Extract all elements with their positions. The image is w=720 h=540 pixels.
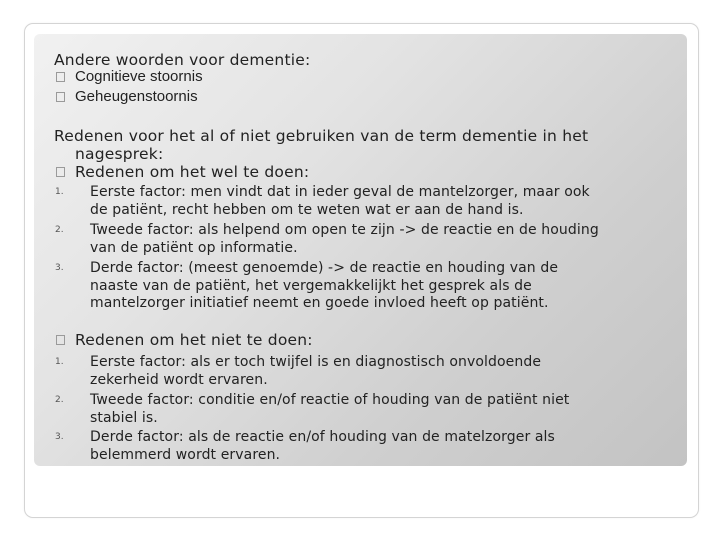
list-number: 3. <box>55 263 64 273</box>
list-item-line: Tweede factor: conditie en/of reactie of houding van de patiënt niet <box>90 392 570 408</box>
list-item-line: stabiel is. <box>90 410 158 426</box>
list-item-line: Tweede factor: als helpend om open te zijn -> de reactie en de houding <box>90 222 599 238</box>
list-item-line: zekerheid wordt ervaren. <box>90 372 268 388</box>
reasons-heading-line2: nagesprek: <box>75 145 164 163</box>
list-number: 3. <box>55 432 64 442</box>
bullet-box-icon <box>56 167 65 177</box>
bullet-box-icon <box>56 72 65 82</box>
list-item-line: van de patiënt op informatie. <box>90 240 298 256</box>
synonym-item: Cognitieve stoornis <box>75 68 203 85</box>
list-item-line: Derde factor: (meest genoemde) -> de reactie en houding van de <box>90 260 559 276</box>
synonym-item: Geheugenstoornis <box>75 88 198 105</box>
pro-reasons-title: Redenen om het wel te doen: <box>75 163 310 181</box>
list-item-line: naaste van de patiënt, het vergemakkelijkt het gesprek als de <box>90 278 532 294</box>
list-number: 2. <box>55 395 64 405</box>
reasons-heading-line1: Redenen voor het al of niet gebruiken van de term dementie in het <box>54 127 589 145</box>
list-number: 1. <box>55 187 64 197</box>
bullet-box-icon <box>56 92 65 102</box>
list-item-line: de patiënt, recht hebben om te weten wat er aan de hand is. <box>90 202 524 218</box>
list-number: 1. <box>55 357 64 367</box>
list-item-line: Eerste factor: als er toch twijfel is en diagnostisch onvoldoende <box>90 354 542 370</box>
list-item-line: Eerste factor: men vindt dat in ieder geval de mantelzorger, maar ook <box>90 184 590 200</box>
list-item-line: Derde factor: als de reactie en/of houding van de matelzorger als <box>90 429 555 445</box>
bullet-box-icon <box>56 335 65 345</box>
list-item-line: mantelzorger initiatief neemt en goede invloed heeft op patiënt. <box>90 295 549 311</box>
synonyms-heading: Andere woorden voor dementie: <box>54 51 311 69</box>
list-number: 2. <box>55 225 64 235</box>
con-reasons-title: Redenen om het niet te doen: <box>75 331 313 349</box>
list-item-line: belemmerd wordt ervaren. <box>90 447 281 463</box>
